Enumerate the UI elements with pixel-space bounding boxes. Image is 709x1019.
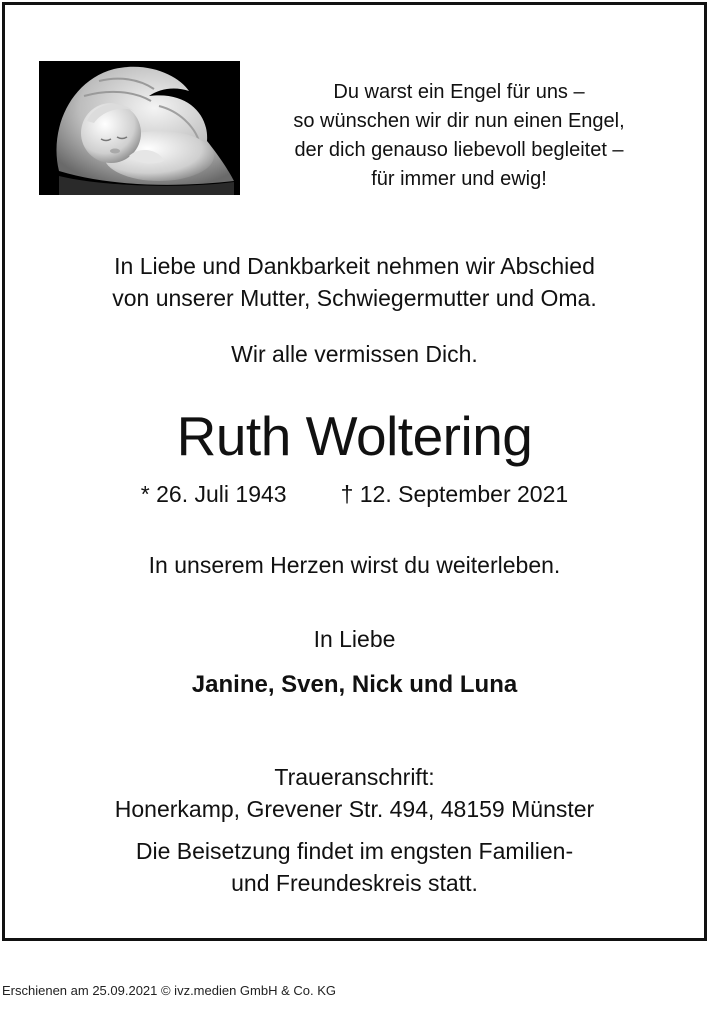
verse-line: so wünschen wir dir nun einen Engel,: [293, 110, 625, 132]
verse-line: für immer und ewig!: [371, 168, 547, 190]
cherub-icon: [39, 61, 240, 195]
verse-line: Du warst ein Engel für uns –: [333, 81, 585, 103]
farewell-line: von unserer Mutter, Schwiegermutter und Oma.: [112, 285, 597, 311]
address-line: Honerkamp, Grevener Str. 494, 48159 Münster: [114, 796, 595, 822]
love-text: In Liebe: [313, 626, 396, 652]
mourning-address: [5, 761, 704, 825]
burial-line: Die Beisetzung findet im engsten Familien-: [135, 838, 574, 864]
deceased-name: Ruth Woltering: [176, 405, 533, 467]
address-label: Traueranschrift:: [274, 764, 435, 790]
verse-line: der dich genauso liebevoll begleitet –: [294, 139, 624, 161]
verse-poem: [259, 78, 659, 194]
life-dates: [5, 478, 704, 510]
angel-image: [39, 61, 240, 195]
burial-line: und Freundeskreis statt.: [231, 870, 478, 896]
death-date: † 12. September 2021: [340, 481, 569, 507]
birth-date: * 26. Juli 1943: [140, 481, 287, 507]
farewell-text: [5, 250, 704, 314]
family-names: Janine, Sven, Nick und Luna: [191, 671, 518, 698]
miss-text: Wir alle vermissen Dich.: [231, 341, 478, 367]
farewell-line: In Liebe und Dankbarkeit nehmen wir Abschied: [114, 253, 595, 279]
burial-note: [5, 835, 704, 899]
publication-footer: Erschienen am 25.09.2021 © ivz.medien GmbH & Co. KG: [2, 983, 337, 998]
obituary-notice: [2, 2, 707, 941]
heart-text: In unserem Herzen wirst du weiterleben.: [148, 552, 561, 578]
